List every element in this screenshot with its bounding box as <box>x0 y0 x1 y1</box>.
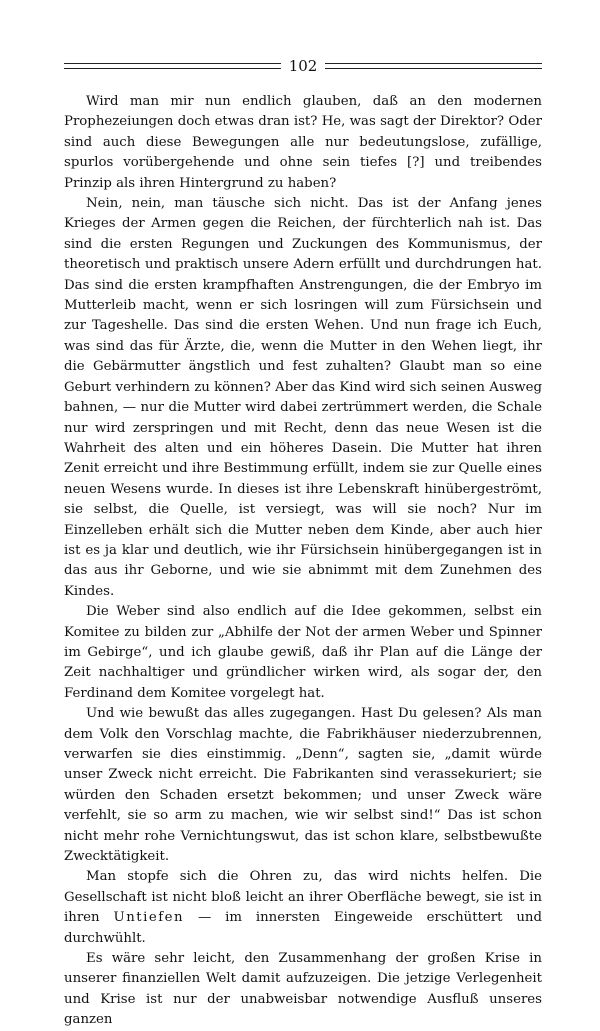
page-body <box>64 92 542 1031</box>
paragraph-text: Es wäre sehr leicht, den Zusammenhang der großen Krise in unserer finanziellen Welt damit aufzuzeigen. Die jetzige Verlegenheit und Krise ist nur der unabweisbar notwendige Ausfluß unseres ganzen <box>64 951 542 1028</box>
paragraph <box>64 949 542 1031</box>
paragraph <box>64 92 542 194</box>
emphasized-word: Untiefen <box>113 910 185 926</box>
paragraph <box>64 194 542 602</box>
paragraph <box>64 867 542 949</box>
header-rule-left <box>64 63 281 69</box>
paragraph-text: Man stopfe sich die Ohren zu, das wird nichts helfen. Die Gesellschaft ist nicht bloß leicht an ihrer Oberfläche bewegt, sie ist in ihren <box>64 869 542 926</box>
paragraph-text: Wird man mir nun endlich glauben, daß an den modernen Prophezeiungen doch etwas dran ist? He, was sagt der Direktor? Oder sind auch diese Bewegungen alle nur bedeutungslose, zufällige, spurlos vorübergehende und ohne sein tiefes [?] und treibendes Prinzip als ihren Hintergrund zu haben? <box>64 94 542 191</box>
page-header <box>64 56 542 76</box>
page-number: 102 <box>288 56 318 75</box>
paragraph <box>64 704 542 867</box>
paragraph-text: Nein, nein, man täusche sich nicht. Das ist der Anfang jenes Krieges der Armen gegen die Reichen, der fürchterlich nah ist. Das sind die ersten Regungen und Zuckungen des Kommunismus, der theoretisch und praktisch unsere Adern erfüllt und durchdrungen hat. Das sind die ersten krampfhaften Anstrengungen, die der Embryo im Mutterleib macht, wenn er sich losringen will zum Fürsichsein und zur Tageshelle. Das sind die ersten Wehen. Und nun frage ich Euch, was sind das für Ärzte, die, wenn die Mutter in den Wehen liegt, ihr die Gebärmutter ängstlich und fest zuhalten? Glaubt man so eine Geburt verhindern zu können? Aber das Kind wird sich seinen Ausweg bahnen, — nur die Mutter wird dabei zertrümmert werden, die Schale nur wird zerspringen und mit Recht, denn das neue Wesen ist die Wahrheit des alten und ein höheres Dasein. Die Mutter hat ihren Zenit erreicht und ihre Bestimmung erfüllt, indem sie zur Quelle eines neuen Wesens wurde. In dieses ist ihre Lebenskraft hinübergeströmt, sie selbst, die Quelle, ist versiegt, was will sie noch? Nur im Einzelleben erhält sich die Mutter neben dem Kinde, aber auch hier ist es ja klar und deutlich, wie ihr Fürsichsein hinübergegangen ist in das aus ihr Geborne, und wie sie abnimmt mit dem Zunehmen des Kindes. <box>64 196 542 599</box>
paragraph-text: Die Weber sind also endlich auf die Idee gekommen, selbst ein Komitee zu bilden zur „Abhilfe der Not der armen Weber und Spinner im Gebirge“, und ich glaube gewiß, daß ihr Plan auf die Länge der Zeit nachhaltiger und gründlicher wirken wird, als sogar der, den Ferdinand dem Komitee vorgelegt hat. <box>64 604 542 701</box>
paragraph-text: — im innersten Eingeweide erschüttert und durchwühlt. <box>64 910 542 946</box>
paragraph <box>64 602 542 704</box>
header-rule-right <box>325 63 542 69</box>
paragraph-text: Und wie bewußt das alles zugegangen. Hast Du gelesen? Als man dem Volk den Vorschlag machte, die Fabrikhäuser niederzubrennen, verwarfen sie dies einstimmig. „Denn“, sagten sie, „damit würde unser Zweck nicht erreicht. Die Fabrikanten sind verassekuriert; sie würden den Schaden ersetzt bekommen; und unser Zweck wäre verfehlt, sie so arm zu machen, wie wir selbst sind!“ Das ist schon nicht mehr rohe Vernichtungswut, das ist schon klare, selbstbewußte Zwecktätigkeit. <box>64 706 542 865</box>
